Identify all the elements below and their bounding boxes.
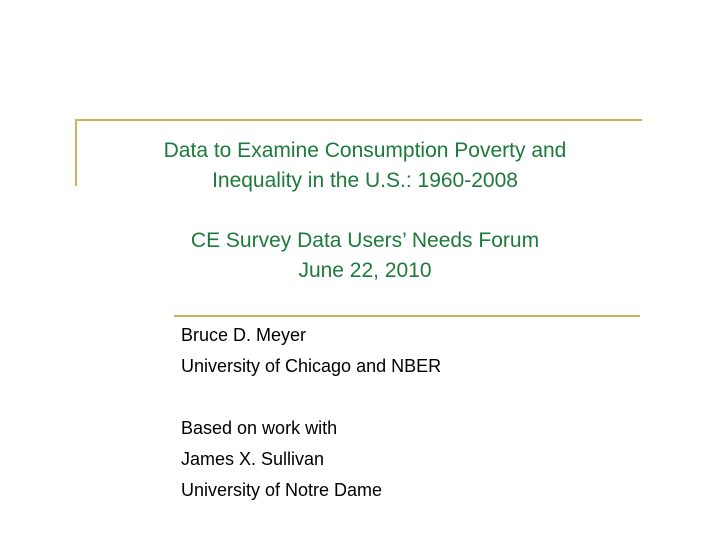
- body-divider-rule: [174, 315, 640, 317]
- title-line-1: Data to Examine Consumption Poverty and: [163, 139, 567, 162]
- title-spacer: [90, 196, 640, 226]
- title-line-2: Inequality in the U.S.: 1960-2008: [212, 169, 518, 192]
- based-on-text: Based on work with: [181, 418, 338, 438]
- author-name: Bruce D. Meyer: [181, 325, 307, 345]
- author-affiliation: University of Chicago and NBER: [181, 356, 442, 376]
- author-block: [181, 320, 441, 506]
- slide-title: [90, 136, 640, 286]
- coauthor-name: James X. Sullivan: [181, 449, 325, 469]
- title-line-4: June 22, 2010: [298, 259, 432, 282]
- author-spacer: [181, 382, 441, 413]
- coauthor-affiliation: University of Notre Dame: [181, 480, 383, 500]
- title-line-3: CE Survey Data Users’ Needs Forum: [190, 229, 540, 252]
- title-frame-top-rule: [75, 119, 642, 121]
- title-frame-left-rule: [75, 119, 77, 186]
